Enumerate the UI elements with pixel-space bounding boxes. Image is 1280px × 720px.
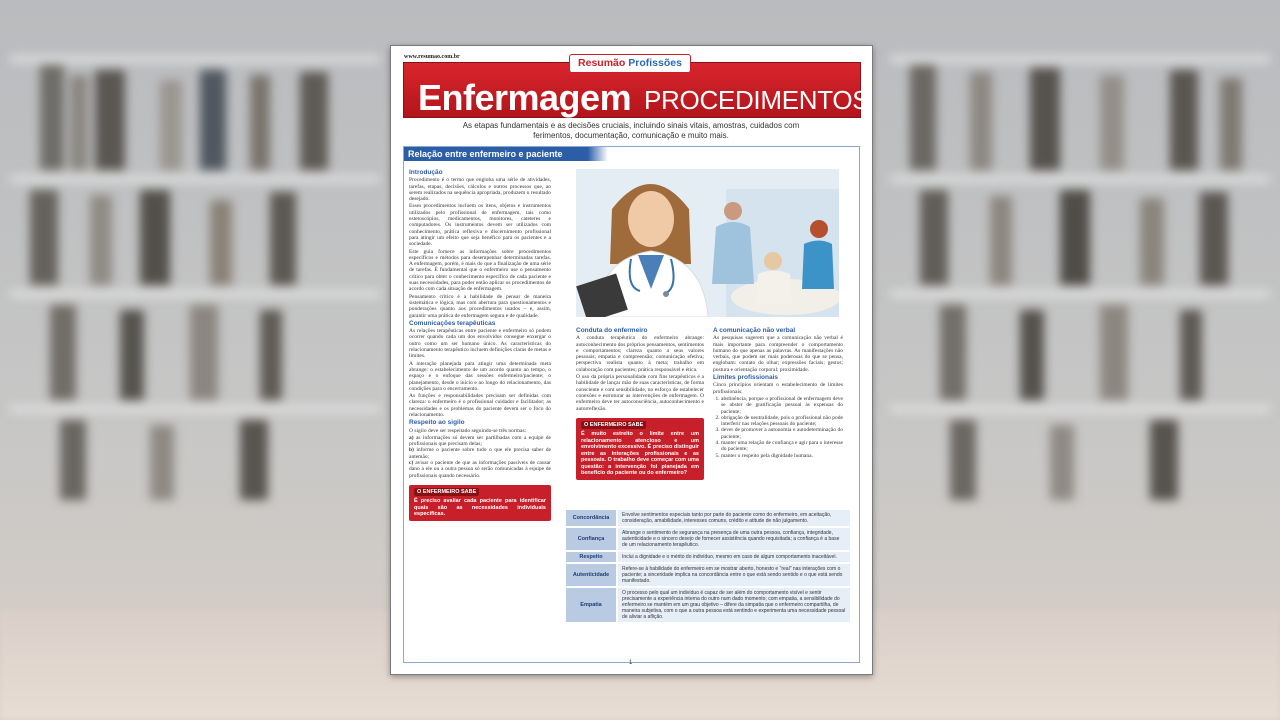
page-number: 1 bbox=[629, 660, 633, 666]
concepts-table bbox=[564, 508, 852, 624]
limits-intro: Cinco princípios orientam o estabelecimento de limites profissionais: bbox=[713, 382, 843, 395]
conduct-paragraph: A conduta terapêutica do enfermeiro abrange: autoconhecimento dos próprios pensamentos, sentimentos e comportamentos; clareza quanto a seus valores pessoais; empatia e compreensão; comunicação efetiva; perspectiva realista quanto à meta; trabalho em colaboração com pacientes; prática responsável e ética. bbox=[576, 335, 704, 373]
brand-part2: Profissões bbox=[628, 57, 682, 69]
intro-paragraph: Procedimento é o termo que engloba uma série de atividades, tarefas, etapas, decisões, cálculos e outros processos que, ao serem realizados na sequência apropriada, produzem o resultado desejado. bbox=[409, 177, 551, 203]
nurse-photo bbox=[576, 169, 839, 317]
table-term: Confiança bbox=[566, 528, 616, 550]
communication-paragraph: As relações terapêuticas entre paciente e enfermeiro só podem ocorrer quando cada um dos envolvidos consegue enxergar o outro como um ser humano único. As características do relacionamento terapêutico incluem definições claras de metas e limites. bbox=[409, 328, 551, 360]
communication-heading: Comunicações terapêuticas bbox=[409, 319, 496, 327]
limits-item: 1. abstinência, porque o profissional de enfermagem deve se abster de gratificação pessoal às expensas do paciente; bbox=[721, 396, 843, 415]
table-row bbox=[566, 510, 850, 526]
conduct-heading: Conduta do enfermeiro bbox=[576, 327, 648, 334]
nurse-knows-title: O ENFERMEIRO SABE bbox=[581, 421, 646, 430]
table-definition: Refere-se à habilidade do enfermeiro em se mostrar aberto, honesto e "real" nas interações com o paciente; a sinceridade implica na concordância entre o que está sendo sentido e o que está sendo manifestado. bbox=[618, 564, 850, 586]
column-3 bbox=[713, 326, 843, 459]
communication-paragraph: As funções e responsabilidades precisam ser definidas com clareza: o enfermeiro é o profissional cuidador e facilitador; as necessidades e os problemas do paciente devem ser o foco do relacionamento. bbox=[409, 393, 551, 418]
section-title: Relação entre enfermeiro e paciente bbox=[404, 147, 608, 161]
intro-paragraph: Este guia fornece as informações sobre procedimentos específicos e métodos para desempenhar determinadas tarefas. A enfermagem, porém, é mais do que a finalização de uma série de tarefas. É fundamental que o enfermeiro use o pensamento crítico para obter o conhecimento específico de cada paciente e suas necessidades, para poder então aplicar os procedimentos de acordo com cada situação de enfermagem. bbox=[409, 248, 551, 293]
limits-heading: Limites profissionais bbox=[713, 374, 779, 382]
brand-logo bbox=[569, 54, 691, 73]
document-page bbox=[390, 45, 873, 675]
confidentiality-rule-b: b) informe o paciente sobre tudo o que ele precisa saber de antemão; bbox=[409, 447, 551, 460]
table-definition: Inclui a dignidade e o mérito do indivíduo, mesmo em caso de algum comportamento inaceitável. bbox=[618, 552, 850, 562]
limits-item: 4. manter uma relação de confiança e agir para o interesse do paciente; bbox=[721, 440, 843, 453]
subtitle: As etapas fundamentais e as decisões cruciais, incluindo sinais vitais, amostras, cuidados com ferimentos, documentação, comunicação e muito mais. bbox=[462, 121, 800, 140]
column-2 bbox=[576, 326, 704, 480]
confidentiality-rule-c: c) avisar o paciente de que as informações passíveis de causar dano a ele ou a outra pessoa só serão comunicadas à equipe de profissionais quando necessário. bbox=[409, 460, 551, 479]
site-url: www.resumao.com.br bbox=[404, 54, 460, 60]
limits-item: 3. dever de promover a autonomia e autodeterminação do paciente; bbox=[721, 427, 843, 440]
communication-paragraph: A interação planejada para atingir uma determinada meta abrange: o estabelecimento de um acordo quanto ao tempo, o espaço e o enfoque das sessões enfermeiro/paciente; o planejamento, desde o início e ao longo do relacionamento, das condições para o encerramento. bbox=[409, 360, 551, 392]
right-bookshelf bbox=[880, 0, 1280, 620]
left-bookshelf bbox=[0, 0, 390, 620]
nurse-knows-text: É muito estreito o limite entre um relacionamento atencioso e um envolvimento excessivo. É preciso distinguir entre as interações profissionais e as pessoais. O trabalho deve começar com uma questão: a intervenção foi planejada em benefício do paciente ou do enfermeiro? bbox=[581, 431, 699, 477]
table-term: Respeito bbox=[566, 552, 616, 562]
table-term: Autenticidade bbox=[566, 564, 616, 586]
table-row bbox=[566, 564, 850, 586]
limits-item: 5. manter o respeito pela dignidade humana. bbox=[721, 453, 843, 459]
table-row bbox=[566, 588, 850, 622]
brand-part1: Resumão bbox=[578, 57, 626, 69]
confidentiality-intro: O sigilo deve ser respeitado seguindo-se três normas: bbox=[409, 427, 527, 434]
intro-paragraph: Esses procedimentos incluem os itens, objetos e instrumentos utilizados pelo profissional de enfermagem, tais como estetoscópios, medicamentos, monitores, cateteres e computadores. Os instrumentos devem ser utilizados com conhecimento, prática reflexiva e discernimento profissional para atingir um efeito que seja benéfico para os pacientes e a sociedade. bbox=[409, 203, 551, 248]
table-term: Empatia bbox=[566, 588, 616, 622]
table-term: Concordância bbox=[566, 510, 616, 526]
table-definition: Abrange o sentimento de segurança na presença de uma outra pessoa, confiança, integridade, autenticidade e o sincero desejo de fornecer assistência quando requisitada; a confiança é a base de um relacionamento terapêutico. bbox=[618, 528, 850, 550]
nurse-knows-title: O ENFERMEIRO SABE bbox=[414, 488, 479, 497]
table-definition: Envolve sentimentos especiais tanto por parte do paciente como do enfermeiro, em aceitação, consideração, amabilidade, interesses comuns, crédito e atitude de não julgamento. bbox=[618, 510, 850, 526]
table-row bbox=[566, 552, 850, 562]
nonverbal-paragraph: As pesquisas sugerem que a comunicação não verbal é mais importante para compreender o comportamento humano do que apenas as palavras. As manifestações não verbais, que podem ser mais poderosas do que se pensa, englobam: contato do olhar; expressões faciais; gestos; postura e orientação corporal; proximidade. bbox=[713, 335, 843, 373]
nurse-knows-text: É preciso avaliar cada paciente para identificar quais são as necessidades individuais específicas. bbox=[414, 498, 546, 518]
confidentiality-heading: Respeito ao sigilo bbox=[409, 419, 465, 427]
title-main: Enfermagem bbox=[418, 77, 632, 118]
confidentiality-rule-a: a) as informações só devem ser partilhadas com a equipe de profissionais que precisam delas; bbox=[409, 434, 551, 448]
intro-heading: Introdução bbox=[409, 169, 443, 176]
nurse-knows-box bbox=[576, 418, 704, 480]
nurse-knows-box bbox=[409, 485, 551, 521]
column-1 bbox=[409, 168, 551, 521]
nurse-illustration bbox=[576, 169, 839, 317]
title-sub: PROCEDIMENTOS bbox=[644, 85, 870, 115]
nonverbal-heading: A comunicação não verbal bbox=[713, 327, 796, 334]
intro-paragraph: Pensamento crítico é a habilidade de pensar de maneira sistemática e lógica, mas com abertura para questionamentos e ponderações quanto aos procedimentos usados – e, assim, garantir uma prática de enfermagem segura e de qualidade. bbox=[409, 293, 551, 319]
table-row bbox=[566, 528, 850, 550]
limits-item: 2. obrigação de neutralidade, pois o profissional não pode interferir nas relações pessoais do paciente; bbox=[721, 415, 843, 428]
table-definition: O processo pelo qual um indivíduo é capaz de ser além do comportamento visível e sentir precisamente a experiência interna do outro num dado momento; com empatia, a sensibilidade do enfermeiro se mantém em um grau objetivo – difere da simpatia que o enfermeiro compartilha, de maneira subjetiva, com o que a outra pessoa está sentindo e experimenta uma necessidade pessoal de aliviar a aflição. bbox=[618, 588, 850, 622]
conduct-paragraph: O uso da própria personalidade com fins terapêuticos é a habilidade de lançar mão de suas características, de forma consciente e com sensibilidade, no esforço de estabelecer conexões e estruturar as intervenções de enfermagem. O enfermeiro deve ter autoconsciência, autoconhecimento e autorreflexão. bbox=[576, 374, 704, 412]
